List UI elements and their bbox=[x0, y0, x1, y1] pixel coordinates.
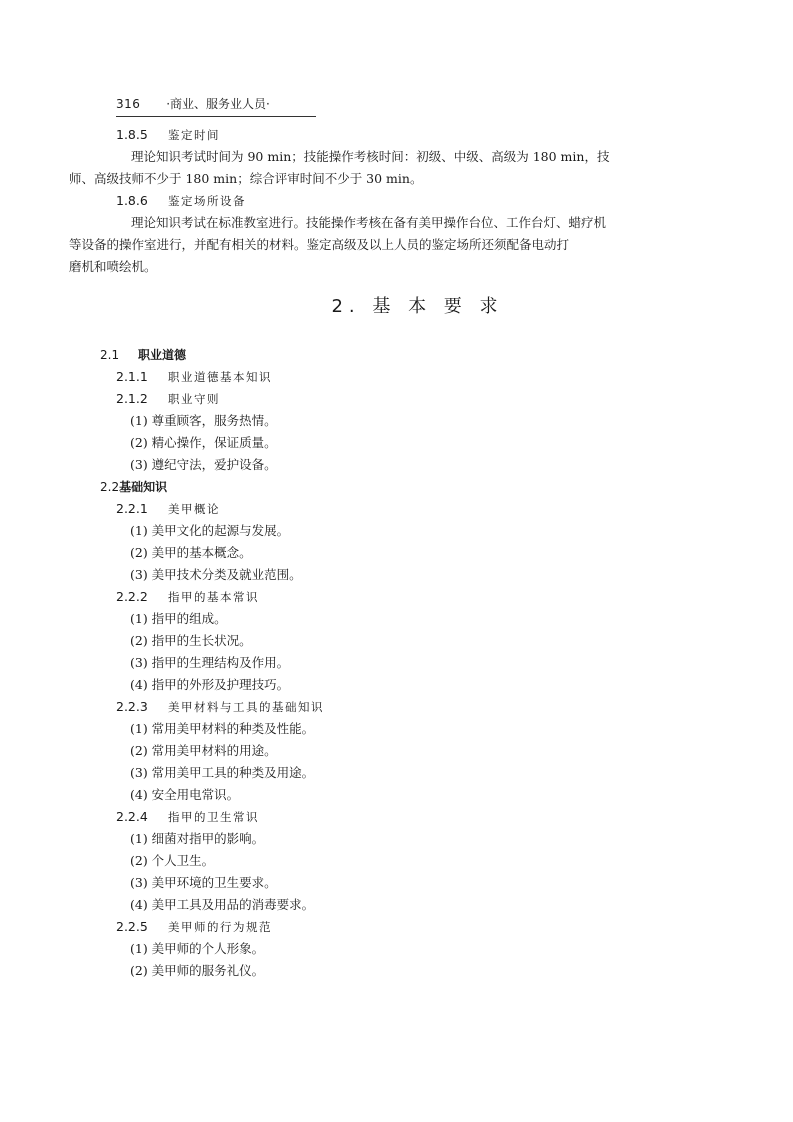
subsection-number: 2.2.3 bbox=[116, 699, 148, 714]
paragraph bbox=[69, 212, 695, 278]
subsection-title: 美甲概论 bbox=[168, 502, 220, 516]
page-number: 316 bbox=[116, 97, 141, 111]
section-number: 2.1 bbox=[100, 348, 120, 362]
list-item: (2) 美甲的基本概念。 bbox=[130, 545, 252, 560]
paragraph-line: 磨机和喷绘机。 bbox=[69, 259, 157, 274]
list-item: (1) 细菌对指甲的影响。 bbox=[130, 831, 265, 846]
list-item: (1) 尊重顾客，服务热情。 bbox=[130, 413, 277, 428]
list-item: (3) 美甲环境的卫生要求。 bbox=[130, 875, 277, 890]
subsection-number: 2.2.1 bbox=[116, 501, 148, 516]
subsection-heading bbox=[100, 586, 695, 608]
subsection-heading bbox=[100, 366, 695, 388]
section-title: 职业道德 bbox=[138, 348, 187, 362]
subsection-title: 指甲的基本常识 bbox=[168, 590, 259, 604]
paragraph-line: 师、高级技师不少于 180 min；综合评审时间不少于 30 min。 bbox=[69, 171, 423, 186]
section-heading bbox=[100, 476, 695, 498]
list-item: (1) 美甲师的个人形象。 bbox=[130, 941, 265, 956]
section-number: 1.8.6 bbox=[116, 193, 148, 208]
section-heading bbox=[100, 124, 695, 146]
list-item: (3) 美甲技术分类及就业范围。 bbox=[130, 567, 302, 582]
list-item: (2) 常用美甲材料的用途。 bbox=[130, 743, 277, 758]
section-number: 2.2 bbox=[100, 480, 120, 494]
subsection-number: 2.2.2 bbox=[116, 589, 148, 604]
subsection-title: 职业守则 bbox=[168, 392, 220, 406]
list-item: (1) 美甲文化的起源与发展。 bbox=[130, 523, 290, 538]
section-number: 1.8.5 bbox=[116, 127, 148, 142]
subsection-number: 2.1.1 bbox=[116, 369, 148, 384]
subsection-number: 2.2.5 bbox=[116, 919, 148, 934]
list-item: (3) 指甲的生理结构及作用。 bbox=[130, 655, 290, 670]
list-item: (2) 指甲的生长状况。 bbox=[130, 633, 252, 648]
list-item: (3) 常用美甲工具的种类及用途。 bbox=[130, 765, 315, 780]
running-header bbox=[116, 95, 316, 117]
page-body bbox=[69, 124, 695, 982]
list-item: (2) 美甲师的服务礼仪。 bbox=[130, 963, 265, 978]
subsection-title: 职业道德基本知识 bbox=[168, 370, 272, 384]
section-title: 基础知识 bbox=[119, 480, 168, 494]
section-heading bbox=[100, 190, 695, 212]
list-item: (1) 常用美甲材料的种类及性能。 bbox=[130, 721, 315, 736]
running-title: ·商业、服务业人员· bbox=[166, 97, 270, 111]
subsection-number: 2.2.4 bbox=[116, 809, 148, 824]
list-item: (4) 安全用电常识。 bbox=[130, 787, 240, 802]
subsection-heading bbox=[100, 498, 695, 520]
paragraph-line: 等设备的操作室进行，并配有相关的材料。鉴定高级及以上人员的鉴定场所还须配备电动打 bbox=[69, 237, 570, 252]
subsection-title: 指甲的卫生常识 bbox=[168, 810, 259, 824]
section-title: 鉴定时间 bbox=[168, 128, 220, 142]
section-heading bbox=[100, 344, 695, 366]
subsection-heading bbox=[100, 696, 695, 718]
list-item: (4) 指甲的外形及护理技巧。 bbox=[130, 677, 290, 692]
paragraph-line: 理论知识考试时间为 90 min；技能操作考核时间：初级、中级、高级为 180 min，技 bbox=[131, 149, 610, 164]
list-item: (1) 指甲的组成。 bbox=[130, 611, 227, 626]
list-item: (3) 遵纪守法，爱护设备。 bbox=[130, 457, 277, 472]
subsection-heading bbox=[100, 388, 695, 410]
list-item: (2) 精心操作，保证质量。 bbox=[130, 435, 277, 450]
subsection-title: 美甲师的行为规范 bbox=[168, 920, 272, 934]
subsection-title: 美甲材料与工具的基础知识 bbox=[168, 700, 324, 714]
list-item: (4) 美甲工具及用品的消毒要求。 bbox=[130, 897, 315, 912]
list-item: (2) 个人卫生。 bbox=[130, 853, 215, 868]
chapter-title: 2. 基 本 要 求 bbox=[331, 296, 504, 317]
paragraph bbox=[69, 146, 695, 190]
subsection-heading bbox=[100, 806, 695, 828]
section-title: 鉴定场所设备 bbox=[168, 194, 246, 208]
subsection-heading bbox=[100, 916, 695, 938]
subsection-number: 2.1.2 bbox=[116, 391, 148, 406]
paragraph-line: 理论知识考试在标准教室进行。技能操作考核在备有美甲操作台位、工作台灯、蜡疗机 bbox=[131, 215, 607, 230]
